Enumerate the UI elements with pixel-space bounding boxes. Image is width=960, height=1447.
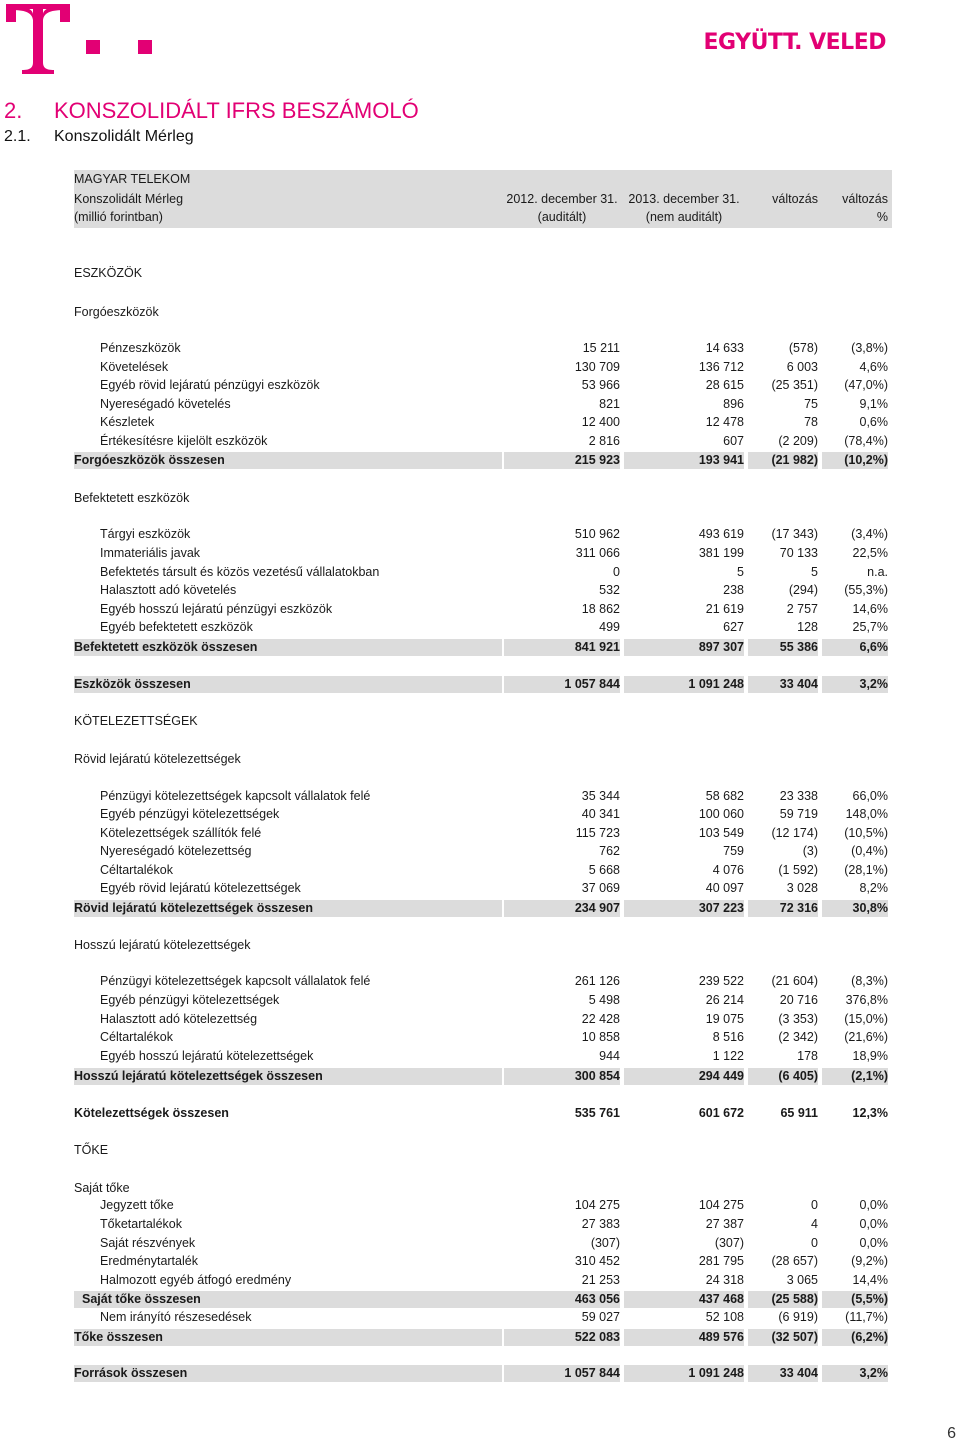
table-row — [74, 1253, 892, 1270]
value-2013: 104 275 — [698, 1198, 744, 1212]
header-audited: (auditált) — [537, 210, 587, 224]
header-col-change-pct: változás — [842, 192, 888, 206]
value-change-pct: 12,3% — [852, 1106, 888, 1120]
value-2012: 215 923 — [504, 452, 620, 469]
value-2012: 1 057 844 — [504, 1365, 620, 1382]
table-row — [74, 843, 892, 860]
value-change: (6 919) — [778, 1310, 818, 1324]
company-row — [74, 171, 892, 188]
value-change-pct: (10,5%) — [844, 826, 888, 840]
value-2013: 4 076 — [712, 863, 744, 877]
value-2012: 821 — [599, 397, 620, 411]
value-2012: 5 498 — [588, 993, 620, 1007]
table-row — [74, 340, 892, 357]
value-2012: 300 854 — [504, 1068, 620, 1085]
value-change: 5 — [811, 565, 818, 579]
value-2013: 28 615 — [705, 378, 744, 392]
value-2012: 115 723 — [575, 826, 620, 840]
header-col-2012: 2012. december 31. — [506, 192, 618, 206]
table-row — [74, 396, 892, 413]
table-row — [74, 1197, 892, 1214]
value-2013: 307 223 — [624, 900, 744, 917]
value-change: 75 — [804, 397, 818, 411]
value-change-pct: (3,4%) — [851, 527, 888, 541]
header-unaudited: (nem auditált) — [645, 210, 723, 224]
row-label: Befektetett eszközök összesen — [74, 639, 502, 656]
row-label: Tőketartalékok — [100, 1217, 182, 1231]
subsection-number: 2.1. — [4, 128, 31, 145]
value-change: (25 351) — [771, 378, 818, 392]
value-2012: 944 — [599, 1049, 620, 1063]
value-change-pct: 66,0% — [852, 789, 888, 803]
value-change: 178 — [797, 1049, 818, 1063]
value-2013: 238 — [723, 583, 744, 597]
value-change-pct: 0,6% — [859, 415, 888, 429]
value-2012: 522 083 — [504, 1329, 620, 1346]
value-2012: 130 709 — [574, 360, 620, 374]
value-change: 33 404 — [748, 1365, 818, 1382]
value-2012: 59 027 — [581, 1310, 620, 1324]
header-row-1 — [74, 191, 892, 208]
section-row — [74, 713, 892, 730]
row-label: Saját részvények — [100, 1236, 196, 1250]
header-col-2013: 2013. december 31. — [628, 192, 740, 206]
value-change: (28 657) — [771, 1254, 818, 1268]
value-2012: 532 — [599, 583, 620, 597]
value-2012: 311 066 — [575, 546, 620, 560]
table-row — [74, 992, 892, 1009]
value-2012: 22 428 — [581, 1012, 620, 1026]
header-row-2 — [74, 209, 892, 226]
table-row — [74, 359, 892, 376]
table-row — [74, 1235, 892, 1252]
row-label: Értékesítésre kijelölt eszközök — [100, 434, 268, 448]
row-label: Befektetett eszközök — [74, 491, 190, 505]
value-change: (2 342) — [778, 1030, 818, 1044]
table-row — [74, 1011, 892, 1028]
section-row — [74, 490, 892, 507]
value-2012: 21 253 — [581, 1273, 620, 1287]
value-2013: 21 619 — [705, 602, 744, 616]
section-row — [74, 937, 892, 954]
value-change-pct: 0,0% — [859, 1198, 888, 1212]
table-row — [74, 1029, 892, 1046]
table-row — [74, 1309, 892, 1326]
row-label: Eszközök összesen — [74, 676, 502, 693]
value-2013: 601 672 — [698, 1106, 744, 1120]
value-change-pct: (15,0%) — [844, 1012, 888, 1026]
value-change: (6 405) — [748, 1068, 818, 1085]
value-change: 70 133 — [779, 546, 818, 560]
value-2012: 1 057 844 — [504, 676, 620, 693]
value-change-pct: 14,6% — [852, 602, 888, 616]
value-change-pct: 6,6% — [822, 639, 888, 656]
row-label: Kötelezettségek összesen — [74, 1106, 229, 1120]
table-row — [74, 601, 892, 618]
value-change-pct: (55,3%) — [844, 583, 888, 597]
value-2012: 261 126 — [574, 974, 620, 988]
row-label: Egyéb befektetett eszközök — [100, 620, 253, 634]
value-change-pct: 22,5% — [852, 546, 888, 560]
value-change-pct: (78,4%) — [844, 434, 888, 448]
value-2012: 104 275 — [574, 1198, 620, 1212]
value-change-pct: (8,3%) — [851, 974, 888, 988]
table-row — [74, 788, 892, 805]
row-label: Nem irányító részesedések — [100, 1310, 252, 1324]
row-label: Hosszú lejáratú kötelezettségek összesen — [74, 1068, 502, 1085]
value-change-pct: 148,0% — [845, 807, 888, 821]
value-change: 20 716 — [779, 993, 818, 1007]
value-2012: 841 921 — [504, 639, 620, 656]
section-row — [74, 265, 892, 282]
row-label: ESZKÖZÖK — [74, 266, 143, 280]
row-label: Egyéb rövid lejáratú pénzügyi eszközök — [100, 378, 320, 392]
row-label: Befektetés társult és közös vezetésű vállalatokban — [100, 565, 380, 579]
value-2012: 310 452 — [574, 1254, 620, 1268]
value-change: 0 — [811, 1236, 818, 1250]
section-title: KONSZOLIDÁLT IFRS BESZÁMOLÓ — [54, 98, 419, 123]
value-2013: 1 091 248 — [624, 1365, 744, 1382]
value-2012: 18 862 — [581, 602, 620, 616]
header-label: Konszolidált Mérleg — [74, 192, 184, 206]
value-2013: 1 122 — [712, 1049, 744, 1063]
table-row — [74, 433, 892, 450]
value-2013: 239 522 — [698, 974, 744, 988]
row-label: Céltartalékok — [100, 863, 173, 877]
total-row — [74, 900, 892, 917]
value-2013: 437 468 — [624, 1291, 744, 1308]
value-2013: 193 941 — [624, 452, 744, 469]
value-2013: 607 — [723, 434, 744, 448]
total-row — [74, 639, 892, 656]
subsection-heading — [4, 128, 194, 146]
value-change: (21 604) — [771, 974, 818, 988]
value-change-pct: 0,0% — [859, 1217, 888, 1231]
value-change-pct: 14,4% — [852, 1273, 888, 1287]
table-row — [74, 973, 892, 990]
value-change-pct: (11,7%) — [845, 1310, 888, 1324]
value-change: 55 386 — [748, 639, 818, 656]
value-2013: 489 576 — [624, 1329, 744, 1346]
row-label: Nyereségadó kötelezettség — [100, 844, 252, 858]
row-label: TŐKE — [74, 1143, 109, 1157]
table-row — [74, 545, 892, 562]
row-label: Saját tőke összesen — [74, 1291, 510, 1308]
row-label: Egyéb hosszú lejáratú pénzügyi eszközök — [100, 602, 333, 616]
value-2012: 510 962 — [574, 527, 620, 541]
row-label: Készletek — [100, 415, 155, 429]
value-change: 59 719 — [779, 807, 818, 821]
value-2012: 535 761 — [574, 1106, 620, 1120]
value-2013: 281 795 — [698, 1254, 744, 1268]
row-label: Nyereségadó követelés — [100, 397, 231, 411]
total-row — [74, 1068, 892, 1085]
value-change-pct: 3,2% — [822, 1365, 888, 1382]
value-2013: 58 682 — [705, 789, 744, 803]
value-2012: 10 858 — [581, 1030, 620, 1044]
company-name: MAGYAR TELEKOM — [74, 172, 191, 186]
table-row — [74, 582, 892, 599]
value-2013: 8 516 — [712, 1030, 744, 1044]
value-2012: 5 668 — [588, 863, 620, 877]
table-row — [74, 862, 892, 879]
row-label: Forgóeszközök összesen — [74, 452, 502, 469]
value-change-pct: n.a. — [867, 565, 888, 579]
row-label: Tárgyi eszközök — [100, 527, 191, 541]
value-2013: 381 199 — [698, 546, 744, 560]
value-change-pct: (9,2%) — [851, 1254, 888, 1268]
row-label: Kötelezettségek szállítók felé — [100, 826, 262, 840]
value-change: 4 — [811, 1217, 818, 1231]
value-change: (3) — [802, 844, 818, 858]
row-label: Rövid lejáratú kötelezettségek — [74, 752, 241, 766]
value-2013: 103 549 — [698, 826, 744, 840]
total-row — [74, 1291, 892, 1308]
row-label: Forgóeszközök — [74, 305, 159, 319]
row-label: Eredménytartalék — [100, 1254, 198, 1268]
table-row — [74, 1216, 892, 1233]
value-2012: 0 — [613, 565, 620, 579]
value-2013: 26 214 — [705, 993, 744, 1007]
value-change: 128 — [797, 620, 818, 634]
value-change: (3 353) — [778, 1012, 818, 1026]
row-label: Halasztott adó követelés — [100, 583, 237, 597]
section-row — [74, 304, 892, 321]
value-change-pct: 376,8% — [845, 993, 888, 1007]
value-2012: 15 211 — [582, 341, 620, 355]
value-2013: 759 — [723, 844, 744, 858]
table-row — [74, 1272, 892, 1289]
value-change-pct: (28,1%) — [844, 863, 888, 877]
value-change-pct: (2,1%) — [822, 1068, 888, 1085]
value-change: 78 — [804, 415, 818, 429]
header-empty — [748, 209, 818, 226]
value-2012: 762 — [599, 844, 620, 858]
row-label: Tőke összesen — [74, 1329, 502, 1346]
value-2012: 463 056 — [504, 1291, 620, 1308]
value-change: (294) — [788, 583, 818, 597]
page-number: 6 — [947, 1425, 956, 1442]
row-label: Egyéb pénzügyi kötelezettségek — [100, 993, 280, 1007]
value-2013: 897 307 — [624, 639, 744, 656]
value-change-pct: 0,0% — [859, 1236, 888, 1250]
value-2013: 1 091 248 — [624, 676, 744, 693]
row-label: Követelések — [100, 360, 169, 374]
value-change: 3 028 — [786, 881, 818, 895]
header-pct: % — [876, 210, 888, 224]
table-row — [74, 619, 892, 636]
value-change: (17 343) — [771, 527, 818, 541]
value-change: (12 174) — [771, 826, 818, 840]
value-change-pct: 18,9% — [852, 1049, 888, 1063]
value-2013: 12 478 — [705, 415, 744, 429]
value-2013: 100 060 — [698, 807, 744, 821]
section-number: 2. — [4, 98, 23, 123]
row-label: Jegyzett tőke — [100, 1198, 174, 1212]
total-row — [74, 452, 892, 469]
row-label: Pénzügyi kötelezettségek kapcsolt vállalatok felé — [100, 789, 371, 803]
value-2013: 27 387 — [705, 1217, 744, 1231]
subsection-title: Konszolidált Mérleg — [54, 128, 194, 145]
section-row — [74, 1142, 892, 1159]
total-row — [74, 1105, 892, 1122]
value-change-pct: 30,8% — [822, 900, 888, 917]
value-change: 23 338 — [779, 789, 818, 803]
value-change: (25 588) — [748, 1291, 818, 1308]
table-row — [74, 1048, 892, 1065]
value-2013: 19 075 — [705, 1012, 744, 1026]
total-row — [74, 676, 892, 693]
value-change: (578) — [788, 341, 818, 355]
row-label: Saját tőke — [74, 1181, 130, 1195]
value-2013: 294 449 — [624, 1068, 744, 1085]
table-row — [74, 806, 892, 823]
table-row — [74, 377, 892, 394]
table-row — [74, 564, 892, 581]
value-2013: 627 — [723, 620, 744, 634]
value-change-pct: (5,5%) — [822, 1291, 888, 1308]
row-label: Halmozott egyéb átfogó eredmény — [100, 1273, 292, 1287]
header-col-change: változás — [772, 192, 818, 206]
row-label: Rövid lejáratú kötelezettségek összesen — [74, 900, 502, 917]
value-change-pct: 4,6% — [859, 360, 888, 374]
value-change: 6 003 — [786, 360, 818, 374]
value-change-pct: 9,1% — [859, 397, 888, 411]
value-2013: 40 097 — [705, 881, 744, 895]
value-2012: (307) — [590, 1236, 620, 1250]
table-row — [74, 825, 892, 842]
value-change: 0 — [811, 1198, 818, 1212]
value-2013: 493 619 — [698, 527, 744, 541]
value-change-pct: (47,0%) — [844, 378, 888, 392]
value-2012: 40 341 — [581, 807, 620, 821]
value-change: (2 209) — [778, 434, 818, 448]
value-2012: 12 400 — [581, 415, 620, 429]
value-2012: 2 816 — [588, 434, 620, 448]
value-change: 72 316 — [748, 900, 818, 917]
row-label: Céltartalékok — [100, 1030, 173, 1044]
value-2012: 35 344 — [581, 789, 620, 803]
value-change-pct: 25,7% — [852, 620, 888, 634]
row-label: Halasztott adó kötelezettség — [100, 1012, 258, 1026]
section-row — [74, 1180, 892, 1197]
row-label: Egyéb hosszú lejáratú kötelezettségek — [100, 1049, 314, 1063]
value-2012: 234 907 — [504, 900, 620, 917]
value-change: 65 911 — [780, 1106, 818, 1120]
value-2012: 37 069 — [581, 881, 620, 895]
table-row — [74, 526, 892, 543]
row-label: KÖTELEZETTSÉGEK — [74, 714, 198, 728]
section-row — [74, 751, 892, 768]
value-change: (21 982) — [748, 452, 818, 469]
value-2013: 896 — [723, 397, 744, 411]
value-2013: 136 712 — [698, 360, 744, 374]
header-unit: (millió forintban) — [74, 210, 163, 224]
value-change-pct: 8,2% — [859, 881, 888, 895]
value-2013: 5 — [737, 565, 744, 579]
row-label: Pénzeszközök — [100, 341, 181, 355]
value-2012: 499 — [599, 620, 620, 634]
value-2013: 52 108 — [705, 1310, 744, 1324]
value-2013: 24 318 — [705, 1273, 744, 1287]
value-change: (1 592) — [778, 863, 818, 877]
value-change-pct: (10,2%) — [822, 452, 888, 469]
value-change-pct: (6,2%) — [822, 1329, 888, 1346]
total-row — [74, 1329, 892, 1346]
row-label: Immateriális javak — [100, 546, 201, 560]
value-change-pct: 3,2% — [822, 676, 888, 693]
value-2012: 27 383 — [581, 1217, 620, 1231]
value-2013: 14 633 — [705, 341, 744, 355]
value-change: 33 404 — [748, 676, 818, 693]
value-change: (32 507) — [748, 1329, 818, 1346]
value-change-pct: (21,6%) — [844, 1030, 888, 1044]
value-2013: (307) — [714, 1236, 744, 1250]
value-change: 2 757 — [786, 602, 818, 616]
table-row — [74, 414, 892, 431]
value-change-pct: (0,4%) — [851, 844, 888, 858]
value-2012: 53 966 — [581, 378, 620, 392]
table-row — [74, 880, 892, 897]
row-label: Egyéb rövid lejáratú kötelezettségek — [100, 881, 301, 895]
row-label: Egyéb pénzügyi kötelezettségek — [100, 807, 280, 821]
row-label: Pénzügyi kötelezettségek kapcsolt vállalatok felé — [100, 974, 371, 988]
section-heading — [4, 98, 419, 124]
value-change-pct: (3,8%) — [851, 341, 888, 355]
row-label: Források összesen — [74, 1365, 502, 1382]
telekom-logo — [6, 4, 156, 74]
total-row — [74, 1365, 892, 1382]
slogan: EGYÜTT. VELED — [703, 30, 886, 55]
row-label: Hosszú lejáratú kötelezettségek — [74, 938, 251, 952]
value-change: 3 065 — [786, 1273, 818, 1287]
